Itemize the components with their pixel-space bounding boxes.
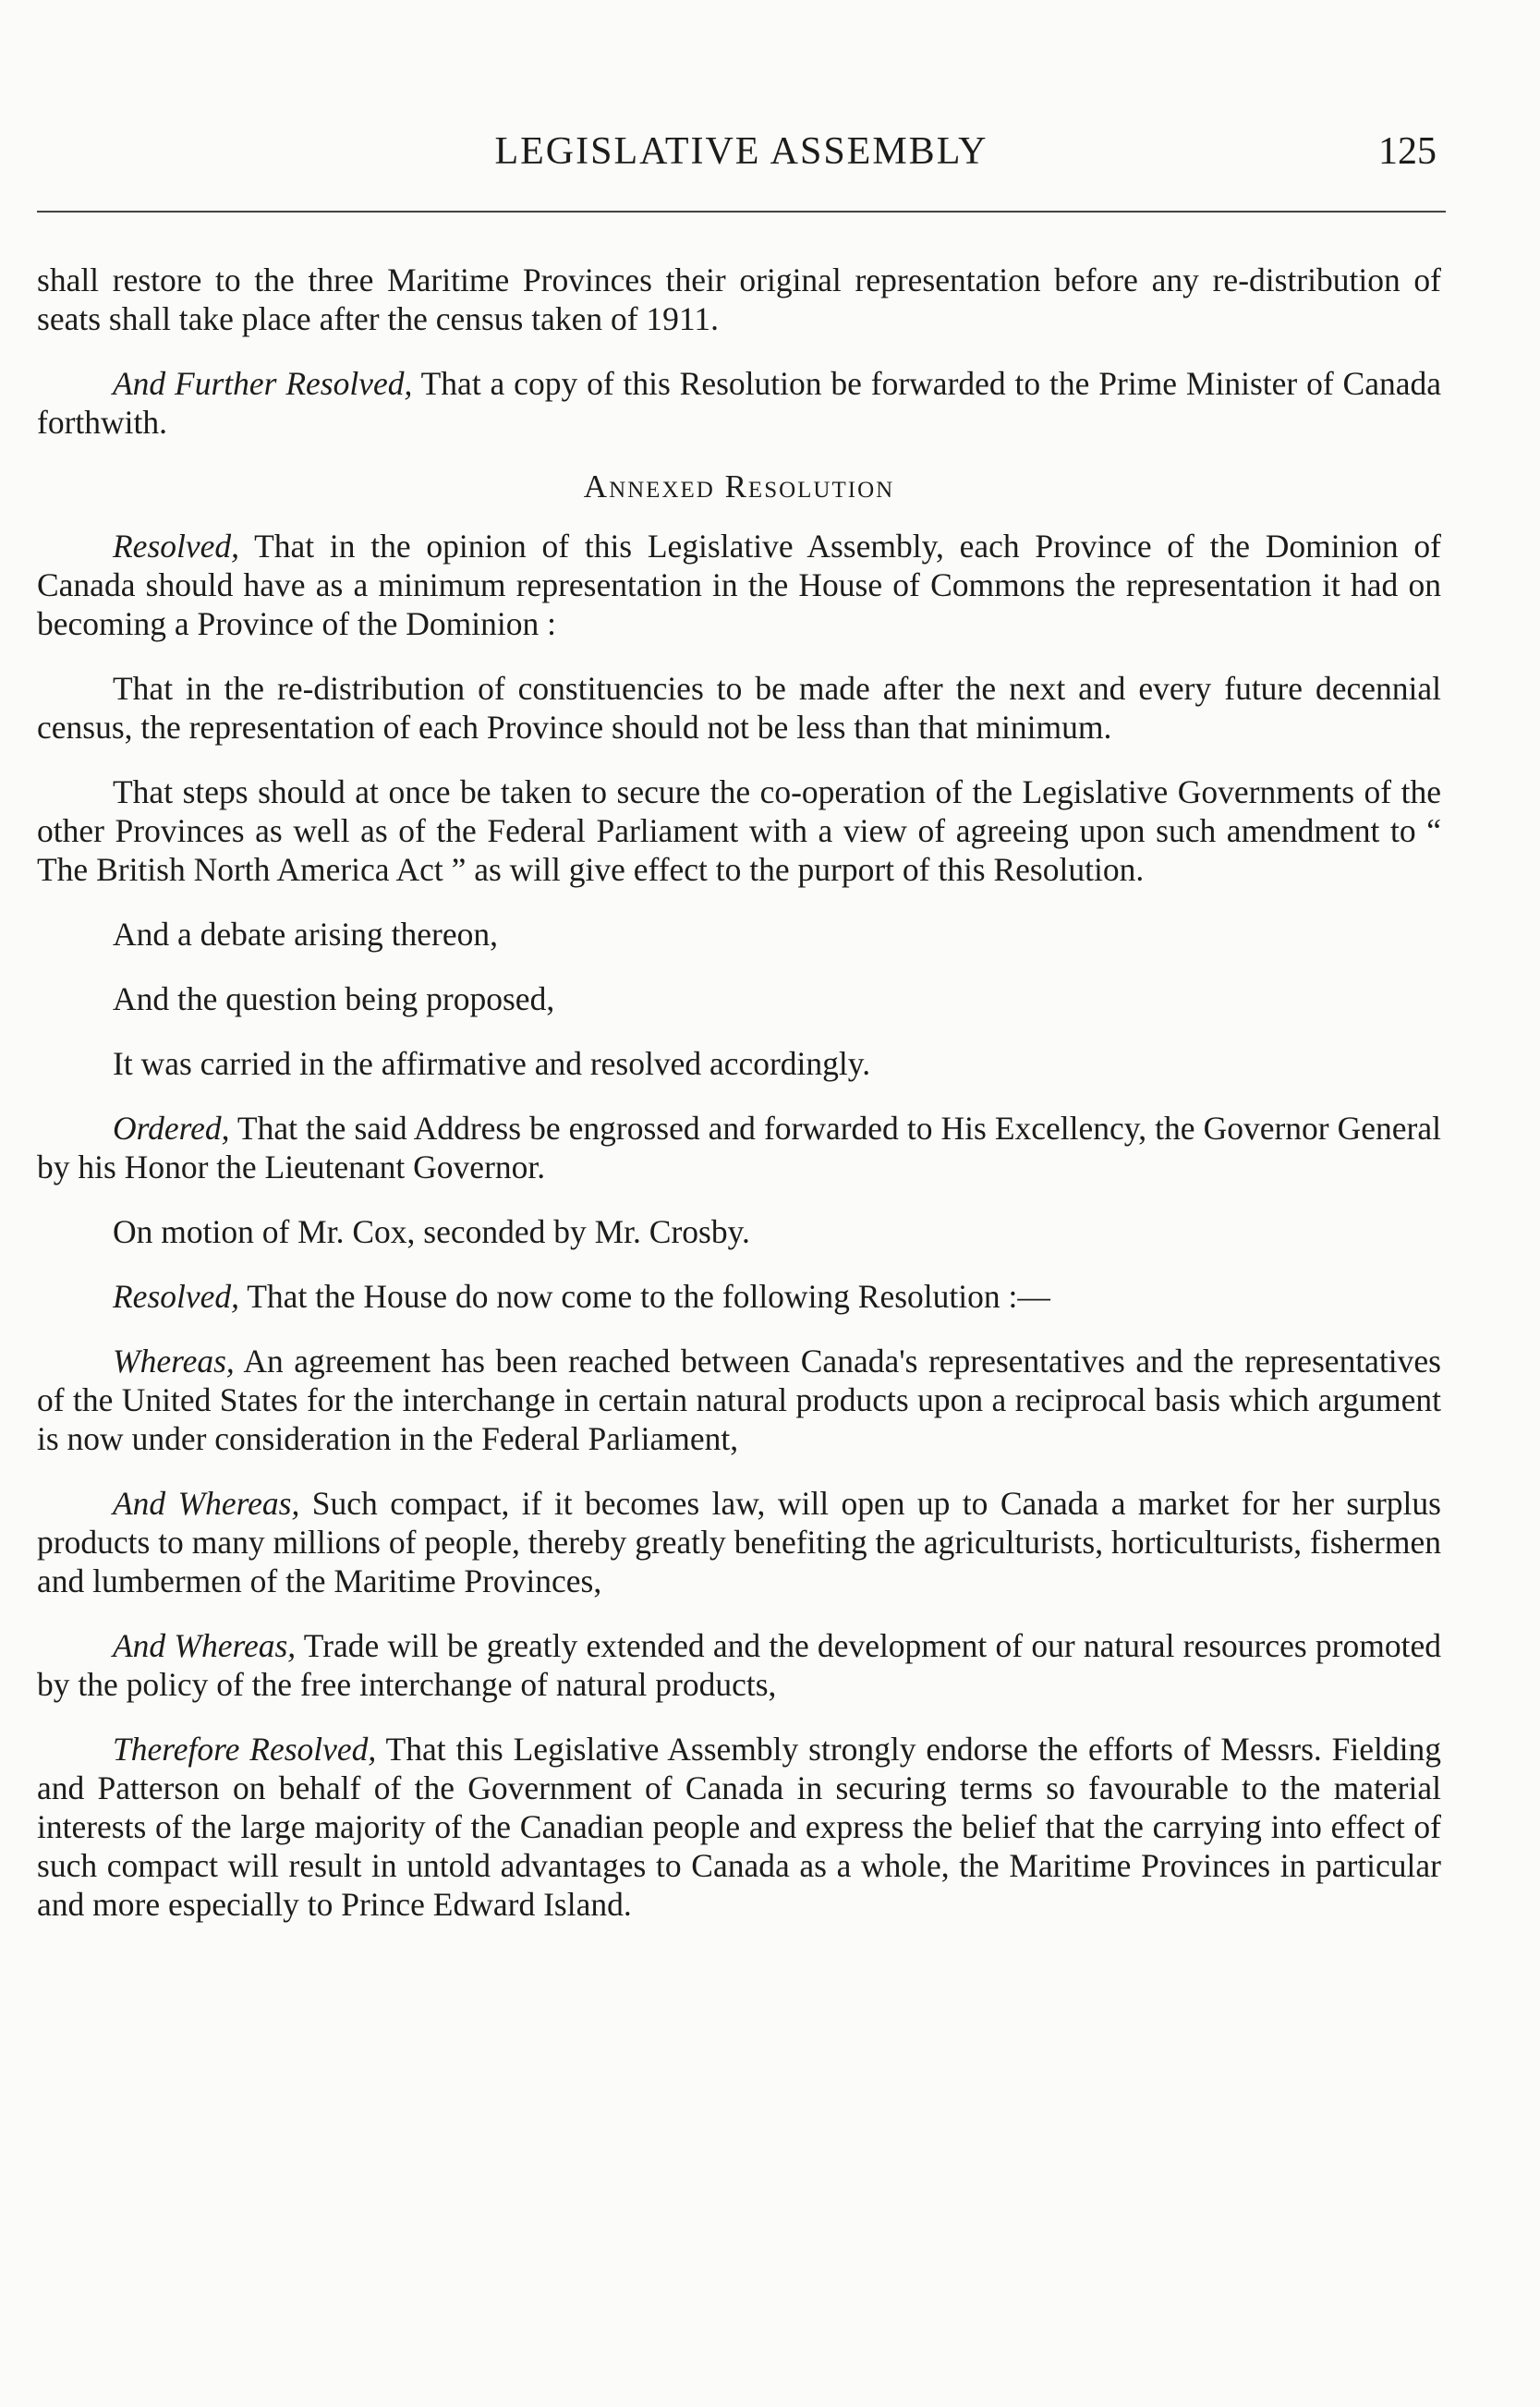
header-rule	[37, 211, 1446, 213]
running-head: LEGISLATIVE ASSEMBLY	[494, 130, 988, 173]
paragraph-text: That steps should at once be taken to secure the co-operation of the Legislative Governments of the other Provinces as well as of the Federal Parliament with a view of agreeing upon such amendment to “ The British North America Act ” as will give effect to the purport of this Resolution.	[37, 773, 1441, 888]
paragraph-lead: Resolved,	[113, 528, 240, 565]
paragraph-text: And a debate arising thereon,	[113, 916, 498, 953]
paragraph-lead: And Whereas,	[113, 1485, 300, 1522]
paragraph-resolved-minimum	[37, 527, 1441, 643]
paragraph-lead: Ordered,	[113, 1110, 230, 1147]
paragraph-lead: Resolved,	[113, 1278, 240, 1315]
paragraph-carried	[113, 1044, 1441, 1083]
paragraph-steps	[37, 772, 1441, 889]
paragraph-whereas	[37, 1342, 1441, 1458]
paragraph-text: That in the re-distribution of constituencies to be made after the next and every future decennial census, the representation of each Province should not be less than that minimum.	[37, 670, 1441, 746]
paragraph-text: An agreement has been reached between Canada's representatives and the representatives of the United States for the interchange in certain natural products upon a reciprocal basis which argument is now under consideration in the Federal Parliament,	[37, 1343, 1441, 1457]
paragraph-resolved-following	[113, 1277, 1441, 1316]
paragraph-text: shall restore to the three Maritime Provinces their original representation before any re-distribution of seats shall take place after the census taken of 1911.	[37, 261, 1441, 337]
paragraph-text: Such compact, if it becomes law, will open up to Canada a market for her surplus products to many millions of people, thereby greatly benefiting the agriculturists, horticulturists, fishermen and lumbermen of the Maritime Provinces,	[37, 1485, 1441, 1599]
document-body	[37, 261, 1441, 1950]
page-header	[37, 129, 1446, 185]
paragraph-text: That the said Address be engrossed and forwarded to His Excellency, the Governor General by his Honor the Lieutenant Governor.	[37, 1110, 1441, 1185]
paragraph-therefore-resolved	[37, 1730, 1441, 1924]
paragraph-question	[113, 979, 1441, 1018]
paragraph-text: And the question being proposed,	[113, 980, 555, 1017]
paragraph-text: That this Legislative Assembly strongly endorse the efforts of Messrs. Fielding and Patterson on behalf of the Government of Canada in securing terms so favourable to the material interests of the large majority of the Canadian people and express the belief that the carrying into effect of such compact will result in untold advantages to Canada as a whole, the Maritime Provinces in particular and more especially to Prince Edward Island.	[37, 1731, 1441, 1923]
paragraph-lead: And Further Resolved,	[113, 365, 413, 402]
paragraph-lead: Whereas,	[113, 1343, 235, 1380]
paragraph-lead: Therefore Resolved,	[113, 1731, 377, 1768]
page-number: 125	[1378, 130, 1437, 173]
paragraph-text: On motion of Mr. Cox, seconded by Mr. Crosby.	[113, 1213, 750, 1250]
paragraph-text: That in the opinion of this Legislative Assembly, each Province of the Dominion of Canada should have as a minimum representation in the House of Commons the representation it had on becoming a Province of the Dominion :	[37, 528, 1441, 642]
paragraph-text: It was carried in the affirmative and resolved accordingly.	[113, 1045, 871, 1082]
paragraph-and-whereas-compact	[37, 1484, 1441, 1600]
section-heading: Annexed Resolution	[583, 468, 895, 504]
paragraph-further-resolved	[37, 364, 1441, 442]
paragraph-ordered	[37, 1109, 1441, 1186]
paragraph-motion	[113, 1212, 1441, 1251]
paragraph-lead: And Whereas,	[113, 1627, 297, 1664]
paragraph-text: That the House do now come to the following Resolution :—	[239, 1278, 1050, 1315]
paragraph-and-whereas-trade	[37, 1626, 1441, 1704]
paragraph-redistribution	[37, 669, 1441, 747]
paragraph-text: Trade will be greatly extended and the development of our natural resources promoted by the policy of the free interchange of natural products,	[37, 1627, 1441, 1703]
paragraph-debate	[113, 915, 1441, 954]
paragraph-text: That a copy of this Resolution be forwarded to the Prime Minister of Canada forthwith.	[37, 365, 1441, 441]
paragraph-continuation	[37, 261, 1441, 338]
